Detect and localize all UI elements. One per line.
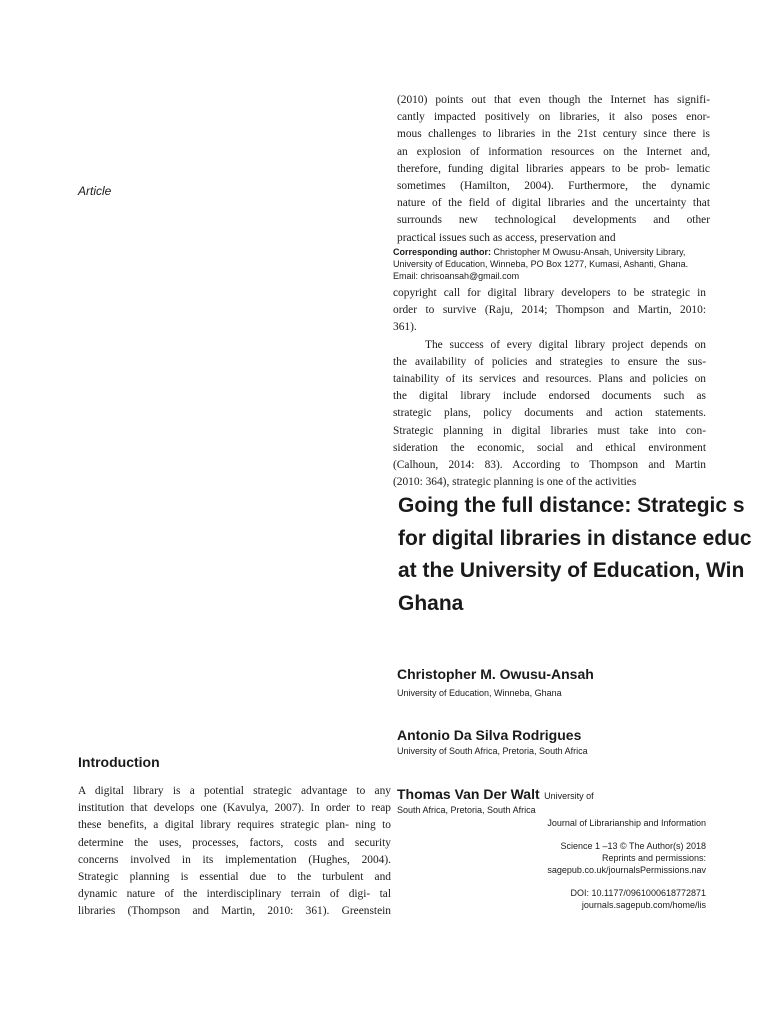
text-line: tainability of its services and resources. Plans and policies on [393,373,706,386]
title-line: for digital libraries in distance educ [398,526,752,550]
text-line: copyright call for digital library developers to be strategic in [393,287,706,299]
text-line: order to survive (Raju, 2014; Thompson and Martin, 2010: [393,304,706,317]
text-line: nature of the field of digital libraries and the uncertainty that [397,197,710,210]
text-line: strategic plans, policy documents and action statements. [393,407,706,420]
text-line: determine the uses, processes, factors, costs and security [78,836,391,849]
author-name: Antonio Da Silva Rodrigues [397,727,582,743]
title-line: at the University of Education, Win [398,559,745,582]
text-line: mous challenges to libraries in the 21st century since there is [397,128,710,141]
corresponding-author-block [393,246,713,282]
text-line: The success of every digital library project depends on [425,338,706,351]
corresponding-author-address: University of Education, Winneba, PO Box 1277, Kumasi, Ashanti, Ghana. [393,259,689,269]
text-line: sometimes (Hamilton, 2004). Furthermore, the dynamic [397,180,710,193]
journal-info-block [406,817,706,911]
text-line: (2010: 364), strategic planning is one of the activities [393,476,637,489]
introduction-paragraph [78,783,391,921]
text-line: (Calhoun, 2014: 83). According to Thompson and Martin [393,459,706,472]
corresponding-author-name: Christopher M Owusu-Ansah, University Library, [491,247,686,257]
text-line: therefore, funding digital libraries appears to be prob- lematic [397,162,710,175]
text-line: libraries (Thompson and Martin, 2010: 361). Greenstein [78,905,391,918]
corresponding-author-email: Email: chrisoansah@gmail.com [393,271,520,281]
text-line: (2010) points out that even though the Internet has signifi- [397,94,710,106]
right-column-top-paragraph [397,92,710,247]
journal-doi[interactable]: DOI: 10.1177/0961000618772871 [570,888,706,898]
text-line: the digital library include endorsed documents such as [393,390,706,403]
text-line: an explosion of information resources on the Internet and, [397,145,710,158]
text-line: practical issues such as access, preservation and [397,231,616,244]
author-affiliation: University of Education, Winneba, Ghana [397,688,562,698]
text-line: dynamic nature of the interdisciplinary terrain of digi- tal [78,888,391,901]
corresponding-author-line [393,246,713,258]
text-line: concerns involved in its implementation (Hughes, 2004). [78,853,391,866]
author-entry [397,786,594,804]
journal-url[interactable]: journals.sagepub.com/home/lis [581,900,706,910]
corresponding-author-label: Corresponding author: [393,247,491,257]
title-line: Going the full distance: Strategic s [398,494,745,517]
article-title [398,490,768,620]
section-heading-introduction: Introduction [78,754,160,770]
text-line: surrounds new technological developments and other [397,214,710,227]
text-line: 361). [393,321,417,334]
author-name: Christopher M. Owusu-Ansah [397,666,594,682]
author-affiliation: University of South Africa, Pretoria, South Africa [397,746,588,756]
text-line: A digital library is a potential strategic advantage to any [78,785,391,797]
text-line: Strategic planning in digital libraries must take into con- [393,424,706,437]
title-line: Ghana [398,591,464,615]
text-line: Strategic planning is essential due to the turbulent and [78,871,391,884]
journal-copyright: Science 1 –13 © The Author(s) 2018 [560,841,706,851]
text-line: these benefits, a digital library requires strategic plan- ning to [78,819,391,832]
author-name: Thomas Van Der Walt [397,786,540,802]
text-line: cantly impacted positively on libraries, it also poses enor- [397,111,710,124]
author-affiliation: University of [544,791,594,801]
right-column-body [393,285,706,491]
text-line: sideration the economic, social and ethical environment [393,441,706,454]
journal-permissions-link[interactable]: sagepub.co.uk/journalsPermissions.nav [547,865,706,875]
text-line: the availability of policies and strategies to ensure the sus- [393,355,706,368]
article-type-label: Article [78,184,112,198]
journal-reprints-label: Reprints and permissions: [601,853,706,863]
journal-name: Journal of Librarianship and Information [547,818,706,828]
author-affiliation-continued: South Africa, Pretoria, South Africa [397,805,536,815]
text-line: institution that develops one (Kavulya, 2007). In order to reap [78,802,391,815]
